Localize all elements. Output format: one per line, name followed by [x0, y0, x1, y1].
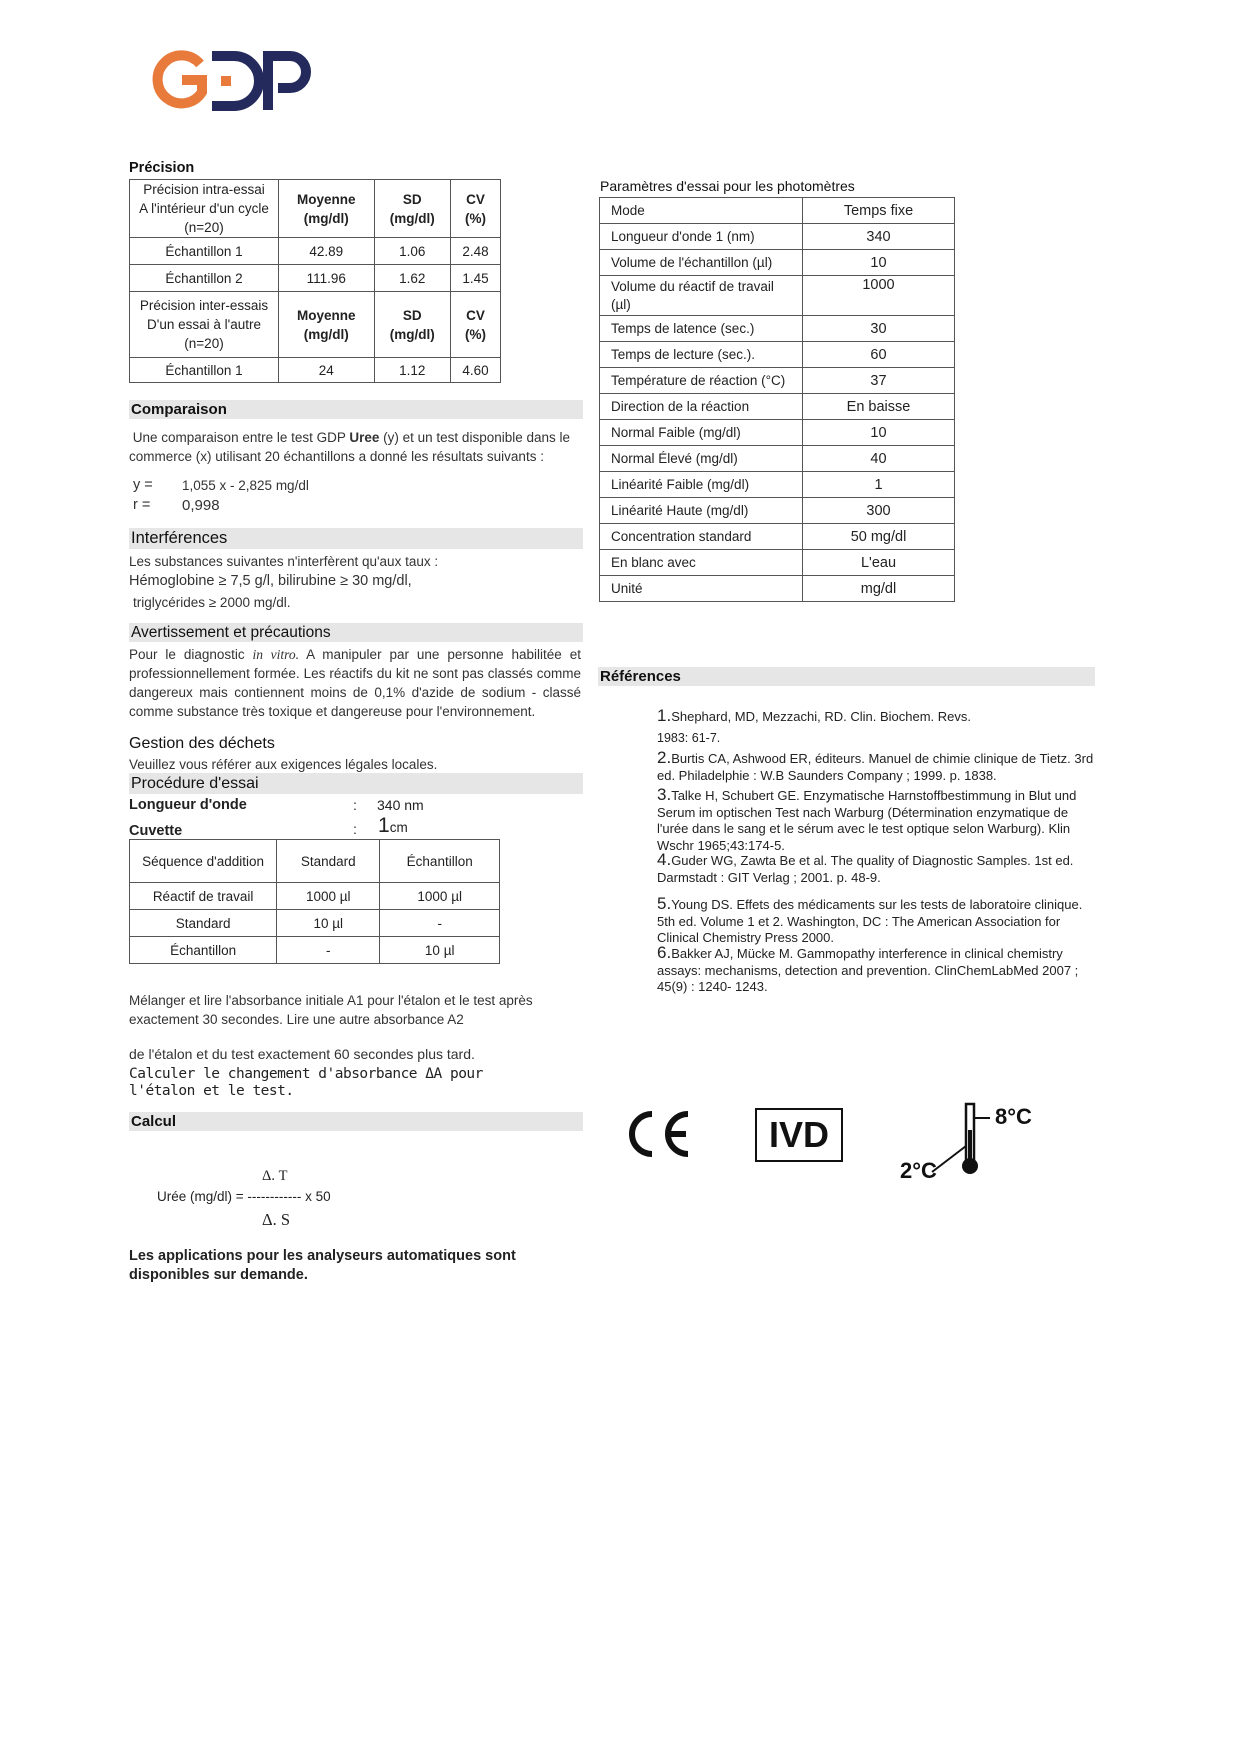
table-row: [600, 198, 955, 224]
param-value: 37: [803, 368, 955, 394]
temp-high: 8°C: [995, 1104, 1032, 1129]
inter-header-label: [130, 292, 279, 358]
table-row: [600, 394, 955, 420]
col-header: Échantillon: [380, 840, 500, 883]
procedure-table: [129, 839, 500, 964]
param-label: Normal Élevé (mg/dl): [600, 446, 803, 472]
dechets-heading: Gestion des déchets: [129, 735, 275, 752]
table-row: [600, 316, 955, 342]
avertissement-heading: Avertissement et précautions: [129, 623, 583, 642]
table-row: [600, 224, 955, 250]
y-label: y =: [133, 477, 153, 493]
intra-h2-line1: Moyenne: [297, 191, 356, 207]
cell: Réactif de travail: [130, 883, 277, 910]
reference-text: Bakker AJ, Mücke M. Gammopathy interference in clinical chemistry assays: mechanisms, detection and prevention. ClinChemLabMed 2007 ; 45(9) : 1240- 1243.: [657, 946, 1079, 994]
r-label: r =: [133, 497, 151, 513]
calcul-numerator: Δ. T: [262, 1168, 288, 1184]
thermometer-icon: [930, 1100, 990, 1180]
cell: Échantillon 1: [130, 238, 279, 265]
param-label: Direction de la réaction: [600, 394, 803, 420]
intra-h1-line1: Précision intra-essai: [143, 182, 265, 197]
intra-h4-line2: (%): [465, 210, 487, 226]
param-value: L'eau: [803, 550, 955, 576]
reference-text: Young DS. Effets des médicaments sur les tests de laboratoire clinique. 5th ed. Volume 1 et 2. Washington, DC : The American Association for Clinical Chemistry Press 2000.: [657, 897, 1083, 945]
cell: -: [277, 937, 380, 964]
intra-h1-line2: A l'intérieur d'un cycle: [139, 201, 269, 216]
table-row: [600, 250, 955, 276]
cell: 2.48: [451, 238, 501, 265]
cuvette-label: Cuvette: [129, 823, 183, 839]
table-header-row: [130, 840, 500, 883]
avertissement-text-pre: Pour le diagnostic: [129, 647, 253, 662]
intra-h2-line2: (mg/dl): [303, 210, 349, 226]
param-value: 300: [803, 498, 955, 524]
temp-low: 2°C: [900, 1158, 937, 1183]
wl-colon: :: [353, 797, 357, 813]
comparaison-text-post: (y) et un test disponible dans le commerce (x) utilisant 20 échantillons a donné les résultats suivants :: [129, 430, 571, 464]
interferences-line2: Hémoglobine ≥ 7,5 g/l, bilirubine ≥ 30 mg/dl,: [129, 573, 412, 589]
cell: Échantillon 1: [130, 358, 279, 383]
param-label: Mode: [600, 198, 803, 224]
inter-h1-line2: D'un essai à l'autre: [147, 317, 261, 332]
cell: 1000 µl: [380, 883, 500, 910]
precision-table: [129, 179, 501, 383]
reference-number: 2.: [657, 748, 672, 767]
avertissement-text-italic: in vitro.: [252, 647, 299, 662]
cell: 1.45: [451, 265, 501, 292]
reference-number: 6.: [657, 943, 672, 962]
param-value: Temps fixe: [803, 198, 955, 224]
table-row: [130, 265, 501, 292]
reference-text: Talke H, Schubert GE. Enzymatische Harnstoffbestimmung in Blut und Serum im optischen Test nach Warburg (Détermination enzymatique de l'urée dans le sang et le sérum avec le test optique selon Warburg). Klin Wschr 1965;43:174-5.: [657, 788, 1077, 853]
param-value: 10: [803, 420, 955, 446]
param-label: Unité: [600, 576, 803, 602]
inter-h4-line2: (%): [465, 326, 487, 342]
reference-number: 5.: [657, 894, 672, 913]
intra-h3-line1: SD: [402, 191, 422, 207]
params-table: [599, 197, 955, 602]
cell: 1.12: [374, 358, 450, 383]
intra-header-mean: [279, 180, 375, 238]
cuvette-value-number: 1: [378, 814, 390, 837]
cell: 1.62: [374, 265, 450, 292]
comparaison-text-bold: Uree: [349, 430, 380, 445]
table-row: [130, 238, 501, 265]
table-row: [600, 576, 955, 602]
reference-item: [657, 750, 1097, 784]
avertissement-text: [129, 645, 581, 721]
inter-header-sd: [374, 292, 450, 358]
ivd-symbol: IVD: [755, 1108, 843, 1162]
y-value: 1,055 x - 2,825 mg/dl: [182, 478, 309, 493]
inter-h3-line1: SD: [402, 307, 422, 323]
reference-number: 3.: [657, 785, 672, 804]
interferences-line3: triglycérides ≥ 2000 mg/dl.: [133, 595, 291, 610]
reference-text-cont: 1983: 61-7.: [657, 730, 721, 745]
calcul-heading: Calcul: [129, 1112, 583, 1131]
wl-label: Longueur d'onde: [129, 797, 247, 813]
inter-h4-line1: CV: [466, 307, 485, 323]
param-label: Normal Faible (mg/dl): [600, 420, 803, 446]
cell: Standard: [130, 910, 277, 937]
col-header: Séquence d'addition: [130, 840, 277, 883]
param-value: En baisse: [803, 394, 955, 420]
param-value: 50 mg/dl: [803, 524, 955, 550]
inter-h1-line3: (n=20): [184, 336, 224, 351]
procedure-p3: Calculer le changement d'absorbance ΔA pour l'étalon et le test.: [129, 1066, 483, 1099]
ce-mark-icon: [622, 1108, 694, 1160]
table-row: [600, 498, 955, 524]
cell: Échantillon 2: [130, 265, 279, 292]
intra-h1-line3: (n=20): [184, 220, 224, 235]
table-row: [130, 937, 500, 964]
inter-h2-line2: (mg/dl): [303, 326, 349, 342]
precision-heading: Précision: [129, 160, 195, 176]
col-header: Standard: [277, 840, 380, 883]
reference-item: [657, 852, 1097, 886]
intra-header-cv: [451, 180, 501, 238]
intra-h4-line1: CV: [466, 191, 485, 207]
cell: 10 µl: [277, 910, 380, 937]
avertissement-text-post: A manipuler par une personne habilitée et professionnellement formée. Les réactifs du kit ne sont pas classés comme dangereux mais contiennent moins de 0,1% d'azide de sodium - classé comme substance très toxique et dangereuse pour l'environnement.: [129, 647, 581, 719]
table-row: [600, 446, 955, 472]
reference-number: 4.: [657, 850, 672, 869]
cuvette-colon: :: [353, 821, 357, 837]
param-label: Concentration standard: [600, 524, 803, 550]
cell: 10 µl: [380, 937, 500, 964]
cell: -: [380, 910, 500, 937]
procedure-heading: Procédure d'essai: [129, 773, 583, 794]
inter-header-mean: [279, 292, 375, 358]
table-row: [600, 550, 955, 576]
param-value: 30: [803, 316, 955, 342]
references-heading: Références: [598, 667, 1095, 686]
param-label: Linéarité Faible (mg/dl): [600, 472, 803, 498]
cell: 42.89: [279, 238, 375, 265]
dechets-text: Veuillez vous référer aux exigences légales locales.: [129, 757, 438, 772]
procedure-p2: de l'étalon et du test exactement 60 secondes plus tard.: [129, 1046, 475, 1062]
cell: Échantillon: [130, 937, 277, 964]
table-row: [600, 368, 955, 394]
reference-number: 1.: [657, 706, 672, 725]
reference-item: [657, 708, 1097, 746]
interferences-line1: Les substances suivantes n'interfèrent qu'aux taux :: [129, 554, 439, 569]
param-value: 1000: [803, 276, 955, 316]
param-label: En blanc avec: [600, 550, 803, 576]
procedure-p1: Mélanger et lire l'absorbance initiale A1 pour l'étalon et le test après exactement 30 secondes. Lire une autre absorbance A2: [129, 993, 533, 1027]
comparaison-text-pre: Une comparaison entre le test GDP: [132, 430, 350, 445]
calcul-formula: Urée (mg/dl) = ------------ x 50: [157, 1189, 331, 1204]
param-label: Longueur d'onde 1 (nm): [600, 224, 803, 250]
table-row: [600, 342, 955, 368]
intra-header-label: [130, 180, 279, 238]
comparaison-heading: Comparaison: [129, 400, 583, 419]
cuvette-value: [378, 814, 408, 838]
params-heading: Paramètres d'essai pour les photomètres: [600, 178, 855, 194]
cell: 24: [279, 358, 375, 383]
intra-header-sd: [374, 180, 450, 238]
param-value: 40: [803, 446, 955, 472]
gdp-logo: [150, 50, 330, 112]
cell: 111.96: [279, 265, 375, 292]
calcul-denominator: Δ. S: [262, 1210, 291, 1229]
param-label: Linéarité Haute (mg/dl): [600, 498, 803, 524]
table-row: [130, 910, 500, 937]
table-row: [130, 883, 500, 910]
inter-h3-line2: (mg/dl): [389, 326, 435, 342]
calcul-note: Les applications pour les analyseurs automatiques sont disponibles sur demande.: [129, 1248, 516, 1283]
interferences-heading: Interférences: [129, 528, 583, 549]
inter-header-cv: [451, 292, 501, 358]
cell: 1.06: [374, 238, 450, 265]
reference-text: Shephard, MD, Mezzachi, RD. Clin. Biochem. Revs.: [671, 709, 972, 724]
wl-value: 340 nm: [377, 797, 424, 813]
param-label: Volume de l'échantillon (µl): [600, 250, 803, 276]
table-row: [600, 472, 955, 498]
cuvette-value-unit: cm: [389, 820, 408, 835]
table-row: [600, 524, 955, 550]
param-label: Température de réaction (°C): [600, 368, 803, 394]
table-row: [600, 276, 955, 316]
comparaison-text: [129, 428, 581, 466]
param-value: 340: [803, 224, 955, 250]
table-row: [600, 420, 955, 446]
reference-item: [657, 787, 1097, 854]
inter-h1-line1: Précision inter-essais: [139, 298, 269, 313]
param-label: Temps de lecture (sec.).: [600, 342, 803, 368]
cell: 1000 µl: [277, 883, 380, 910]
param-value: mg/dl: [803, 576, 955, 602]
table-row: [130, 358, 501, 383]
param-label: Volume du réactif de travail (µl): [600, 276, 803, 316]
reference-text: Burtis CA, Ashwood ER, éditeurs. Manuel de chimie clinique de Tietz. 3rd ed. Philadelphie : W.B Saunders Company ; 1999. p. 1838.: [657, 751, 1094, 783]
param-value: 1: [803, 472, 955, 498]
reference-item: [657, 896, 1097, 947]
inter-h2-line1: Moyenne: [297, 307, 356, 323]
param-label: Temps de latence (sec.): [600, 316, 803, 342]
cell: 4.60: [451, 358, 501, 383]
reference-item: [657, 945, 1097, 996]
param-value: 60: [803, 342, 955, 368]
intra-h3-line2: (mg/dl): [389, 210, 435, 226]
r-value: 0,998: [182, 497, 220, 514]
reference-text: Guder WG, Zawta Be et al. The quality of Diagnostic Samples. 1st ed. Darmstadt : GIT Verlag ; 2001. p. 48-9.: [657, 853, 1074, 885]
param-value: 10: [803, 250, 955, 276]
